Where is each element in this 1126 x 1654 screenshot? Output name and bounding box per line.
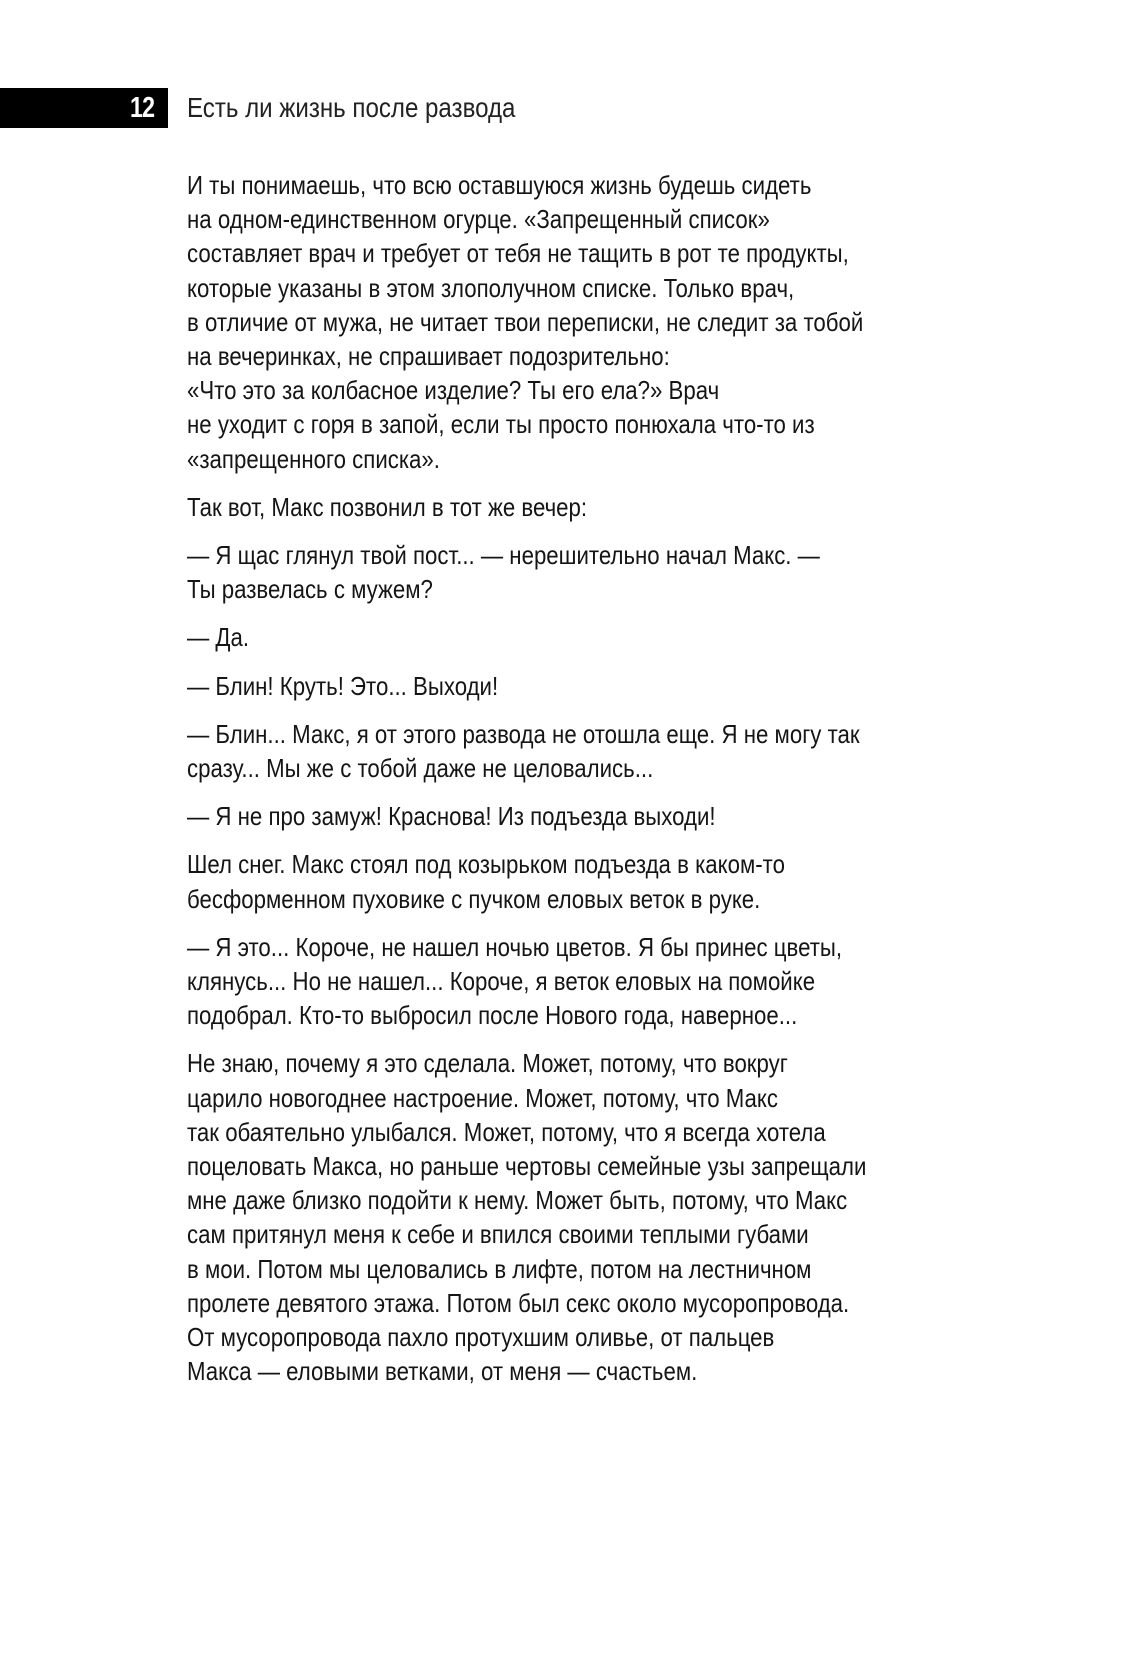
text-line: так обаятельно улыбался. Может, потому, что я всегда хотела <box>187 1116 826 1147</box>
text-line: Макса — еловыми ветками, от меня — счастьем. <box>187 1356 698 1387</box>
text-line: бесформенном пуховике с пучком еловых веток в руке. <box>187 883 761 914</box>
text-line: «Что это за колбасное изделие? Ты его ела?» Врач <box>187 375 720 406</box>
page-number: 12 <box>129 92 154 124</box>
text-line: сразу... Мы же с тобой даже не целовались... <box>187 753 654 784</box>
paragraph <box>187 538 1087 606</box>
page-number-bar <box>0 88 168 128</box>
text-line: От мусоропровода пахло протухшим оливье, от пальцев <box>187 1322 775 1353</box>
paragraph <box>187 620 1087 654</box>
paragraph <box>187 930 1087 1033</box>
text-line: поцеловать Макса, но раньше чертовы семейные узы запрещали <box>187 1151 867 1182</box>
text-line: царило новогоднее настроение. Может, потому, что Макс <box>187 1082 778 1113</box>
paragraph <box>187 847 1087 915</box>
text-line: Ты развелась с мужем? <box>187 574 433 605</box>
paragraph <box>187 168 1087 476</box>
text-line: мне даже близко подойти к нему. Может быть, потому, что Макс <box>187 1185 848 1216</box>
text-line: — Блин! Круть! Это... Выходи! <box>187 670 499 701</box>
text-line: — Блин... Макс, я от этого развода не отошла еще. Я не могу так <box>187 718 860 749</box>
text-line: на одном-единственном огурце. «Запрещенный список» <box>187 204 770 235</box>
text-line: И ты понимаешь, что всю оставшуюся жизнь будешь сидеть <box>187 170 812 200</box>
text-line: на вечеринках, не спрашивает подозрительно: <box>187 341 670 372</box>
text-line: «запрещенного списка». <box>187 443 440 474</box>
text-line: — Я не про замуж! Краснова! Из подъезда выходи! <box>187 801 716 832</box>
text-line: подобрал. Кто-то выбросил после Нового года, наверное... <box>187 1000 798 1031</box>
paragraph <box>187 717 1087 785</box>
text-line: Не знаю, почему я это сделала. Может, потому, что вокруг <box>187 1048 788 1079</box>
body-text <box>187 168 1087 1403</box>
text-line: в отличие от мужа, не читает твои переписки, не следит за тобой <box>187 306 864 337</box>
paragraph <box>187 1046 1087 1388</box>
text-line: в мои. Потом мы целовались в лифте, потом на лестничном <box>187 1253 812 1284</box>
running-title: Есть ли жизнь после развода <box>187 92 516 123</box>
paragraph <box>187 799 1087 833</box>
paragraph <box>187 490 1087 524</box>
text-line: которые указаны в этом злополучном списке. Только врач, <box>187 272 795 303</box>
text-line: Так вот, Макс позвонил в тот же вечер: <box>187 491 588 522</box>
text-line: сам притянул меня к себе и впился своими теплыми губами <box>187 1219 809 1250</box>
paragraph <box>187 669 1087 703</box>
text-line: пролете девятого этажа. Потом был секс около мусоропровода. <box>187 1287 850 1318</box>
text-line: — Я это... Короче, не нашел ночью цветов. Я бы принес цветы, <box>187 931 843 962</box>
text-line: Шел снег. Макс стоял под козырьком подъезда в каком-то <box>187 849 785 880</box>
text-line: — Да. <box>187 622 250 653</box>
text-line: — Я щас глянул твой пост... — нерешительно начал Макс. — <box>187 540 820 571</box>
text-line: клянусь... Но не нашел... Короче, я веток еловых на помойке <box>187 966 816 997</box>
text-line: не уходит с горя в запой, если ты просто понюхала что-то из <box>187 409 815 440</box>
text-line: составляет врач и требует от тебя не тащить в рот те продукты, <box>187 238 849 269</box>
